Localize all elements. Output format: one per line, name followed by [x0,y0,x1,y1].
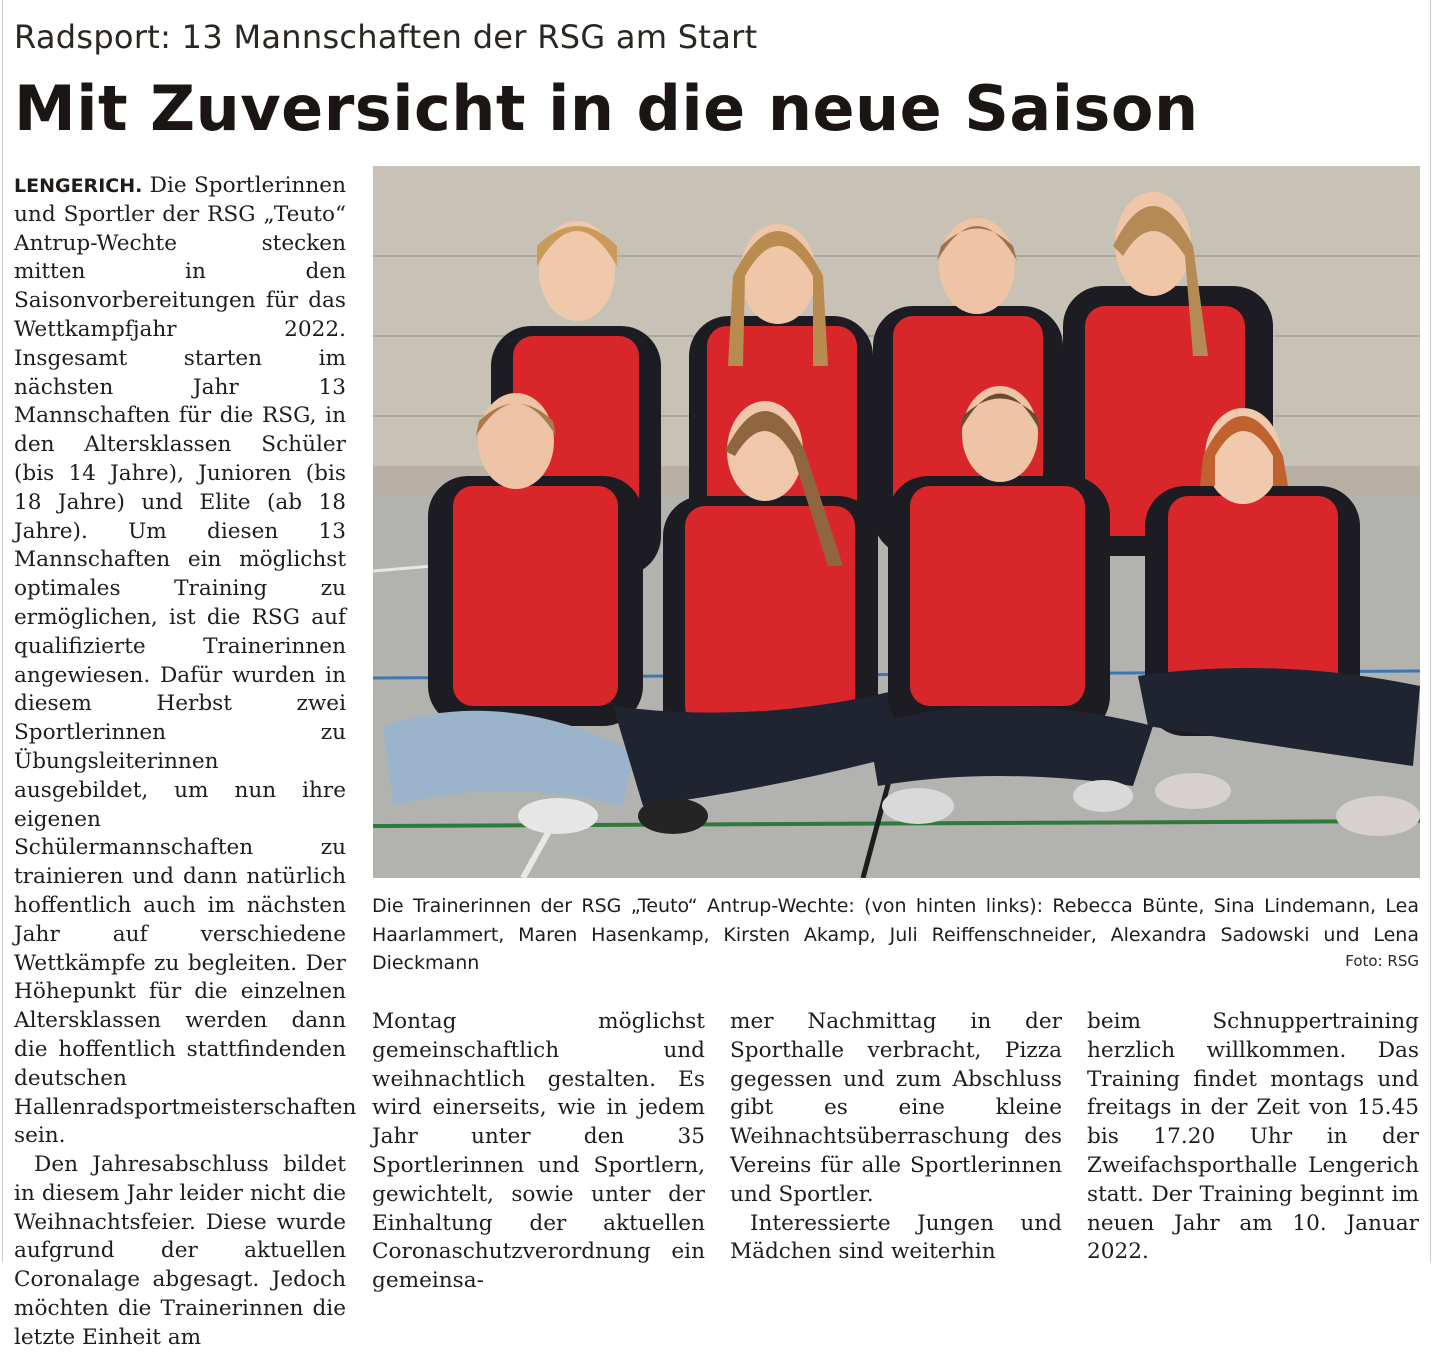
article-column-3 [730,1008,1062,1267]
article-column-4 [1087,1008,1419,1267]
dateline: LENGERICH. [14,175,143,197]
article-headline: Mit Zuversicht in die neue Saison [14,72,1199,145]
photo-credit: Foto: RSG [1345,952,1419,970]
article-column-1 [14,172,357,1353]
paragraph: Interessierte Jungen und Mädchen sind weiterhin [730,1210,1062,1265]
paragraph: beim Schnuppertraining herzlich willkommen. Das Training findet montags und freitags in der Zeit von 15.45 bis 17.20 Uhr in der Zweifachsporthalle Lengerich statt. Der Training beginnt im neuen Jahr am 10. Januar 2022. [1087,1009,1419,1265]
photo-caption: Die Trainerinnen der RSG „Teuto“ Antrup-Wechte: (von hinten links): Rebecca Bünte, Sina Lindemann, Lea Haarlammert, Maren Hasenkamp, Kirsten Akamp, Juli Reiffenschneider, Alexandra Sadowski und Lena Dieckmann [372,895,1419,974]
paragraph: Montag möglichst gemeinschaftlich und weihnachtlich gestalten. Es wird einerseits, wie in jedem Jahr unter den 35 Sportlerinnen und Sportlern, gewichtelt, sowie unter der Einhaltung der aktuellen Coronaschutzverordnung ein gemeinsa- [372,1009,705,1294]
article-column-2 [372,1008,705,1296]
paragraph: Den Jahresabschluss bildet in diesem Jahr leider nicht die Weihnachtsfeier. Diese wurde aufgrund der aktuellen Coronalage abgesagt. Jedoch möchten die Trainerinnen die letzte Einheit am [14,1152,346,1350]
paragraph: mer Nachmittag in der Sporthalle verbracht, Pizza gegessen und zum Abschluss gibt es eine kleine Weihnachtsüberraschung des Vereins für alle Sportlerinnen und Sportler. [730,1009,1062,1207]
paragraph-text: Die Sportlerinnen und Sportler der RSG „Teuto“ Antrup-Wechte stecken mitten in den Saisonvorbereitungen für das Wettkampfjahr 2022. Insgesamt starten im nächsten Jahr 13 Mannschaften für die RSG, in den Altersklassen Schüler (bis 14 Jahre), Junioren (bis 18 Jahre) und Elite (ab 18 Jahre). Um diesen 13 Mannschaften ein möglichst optimales Training zu ermöglichen, ist die RSG auf qualifizierte Trainerinnen angewiesen. Dafür wurden in diesem Herbst zwei Sportlerinnen zu Übungsleiterinnen ausgebildet, um nun ihre eigenen Schülermannschaften zu trainieren und dann natürlich hoffentlich auch im nächsten Jahr auf verschiedene Wettkämpfe zu begleiten. Der Höhepunkt für die einzelnen Altersklassen werden dann die hoffentlich stattfindenden deutschen Hallenradsportmeisterschaften sein. [14,173,357,1149]
paragraph [14,172,357,1151]
article-kicker: Radsport: 13 Mannschaften der RSG am Start [14,18,758,56]
team-photo [373,166,1420,878]
